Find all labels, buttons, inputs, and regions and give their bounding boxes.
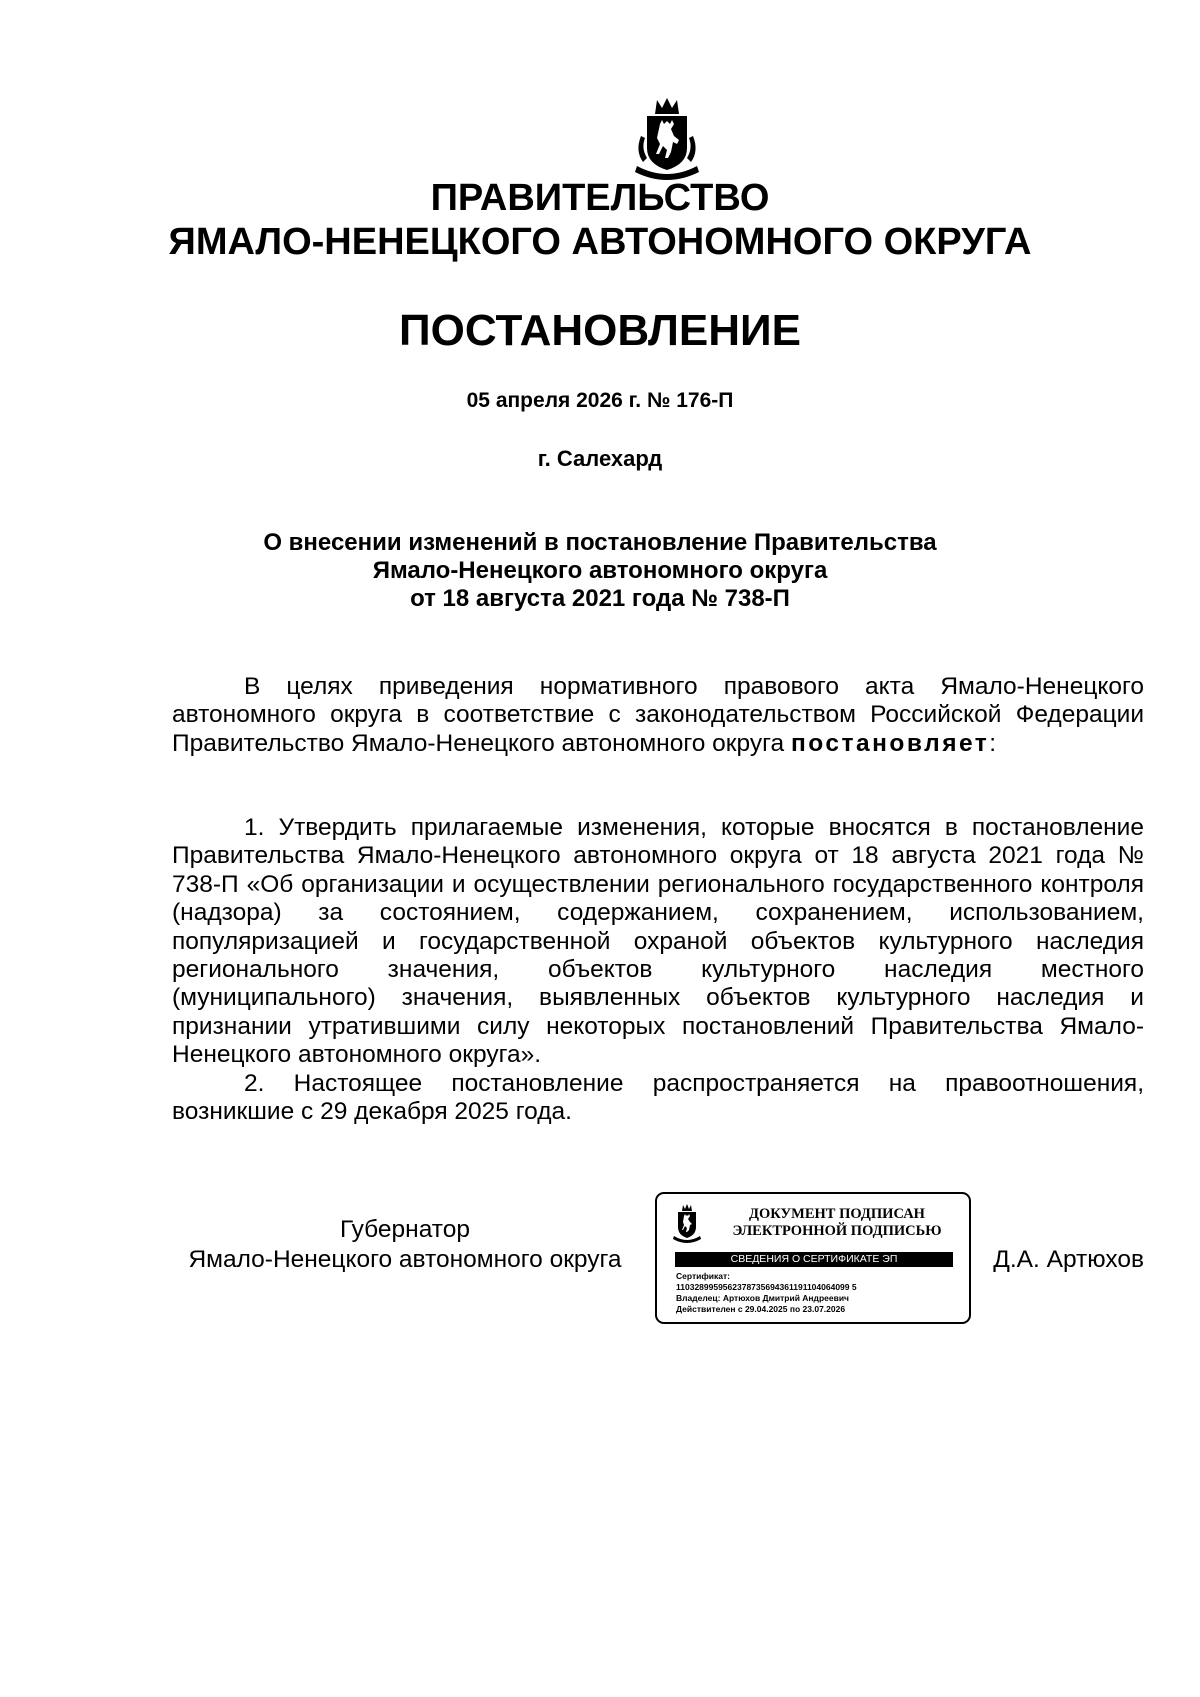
certificate-label: Сертификат: (676, 1271, 730, 1281)
subject-line: О внесении изменений в постановление Правительства (263, 529, 937, 556)
resolve-word: постановляет (790, 729, 990, 757)
certificate-number: 1103289959562378735694361191104064099 5 (676, 1282, 857, 1292)
subject-line: Ямало-Ненецкого автономного округа (372, 557, 828, 584)
stamp-heading: ДОКУМЕНТ ПОДПИСАН (749, 1206, 925, 1222)
signatory-title (172, 1215, 638, 1275)
signatory-title-line: Губернатор (340, 1216, 470, 1243)
city: г. Салехард (537, 446, 663, 471)
certificate-validity: Действителен с 29.04.2025 по 23.07.2026 (676, 1304, 846, 1314)
electronic-signature-stamp (655, 1192, 971, 1324)
preamble (172, 673, 1144, 758)
preamble-text: В целях приведения нормативного правового акта Ямало-Ненецкого автономного округа в соответствие с законодательством Российской Федерации Правительство Ямало-Ненецкого автономного округа (172, 673, 1144, 757)
certificate-owner: Владелец: Артюхов Дмитрий Андреевич (676, 1293, 849, 1303)
subject-line: от 18 августа 2021 года № 738-П (410, 585, 790, 612)
signatory-name: Д.А. Артюхов (993, 1246, 1144, 1273)
date-and-number: 05 апреля 2026 г. № 176-П (466, 389, 734, 412)
authority-name-line2: ЯМАЛО-НЕНЕЦКОГО АВТОНОМНОГО ОКРУГА (168, 221, 1032, 263)
document-subject (200, 529, 1000, 613)
certificate-info-bar: СВЕДЕНИЯ О СЕРТИФИКАТЕ ЭП (675, 1252, 953, 1267)
decree-item: 1. Утвердить прилагаемые изменения, которые вносятся в постановление Правительства Ямало-Ненецкого автономного округа от 18 августа 2021 года № 738-П «Об организации и осуществлении регионального государственного контроля (надзора) за состоянием, содержанием, сохранением, использованием, популяризацией и государственной охраной объектов культурного наследия регионального значения, объектов культурного наследия местного (муниципального) значения, выявленных объектов культурного наследия и признании утратившими силу некоторых постановлений Правительства Ямало-Ненецкого автономного округа». (172, 814, 1144, 1069)
document-type: ПОСТАНОВЛЕНИЕ (398, 306, 802, 355)
coat-of-arms-emblem (627, 96, 707, 182)
authority-name-line1: ПРАВИТЕЛЬСТВО (430, 177, 770, 219)
stamp-heading: ЭЛЕКТРОННОЙ ПОДПИСЬЮ (732, 1223, 942, 1239)
preamble-end: : (989, 729, 997, 757)
preamble-paragraph (172, 673, 1144, 758)
decree-items (172, 814, 1144, 1126)
coat-of-arms-icon (670, 1204, 704, 1244)
signatory-title-line: Ямало-Ненецкого автономного округа (188, 1246, 622, 1273)
decree-item: 2. Настоящее постановление распространяется на правоотношения, возникшие с 29 декабря 2025 года. (172, 1069, 1144, 1126)
